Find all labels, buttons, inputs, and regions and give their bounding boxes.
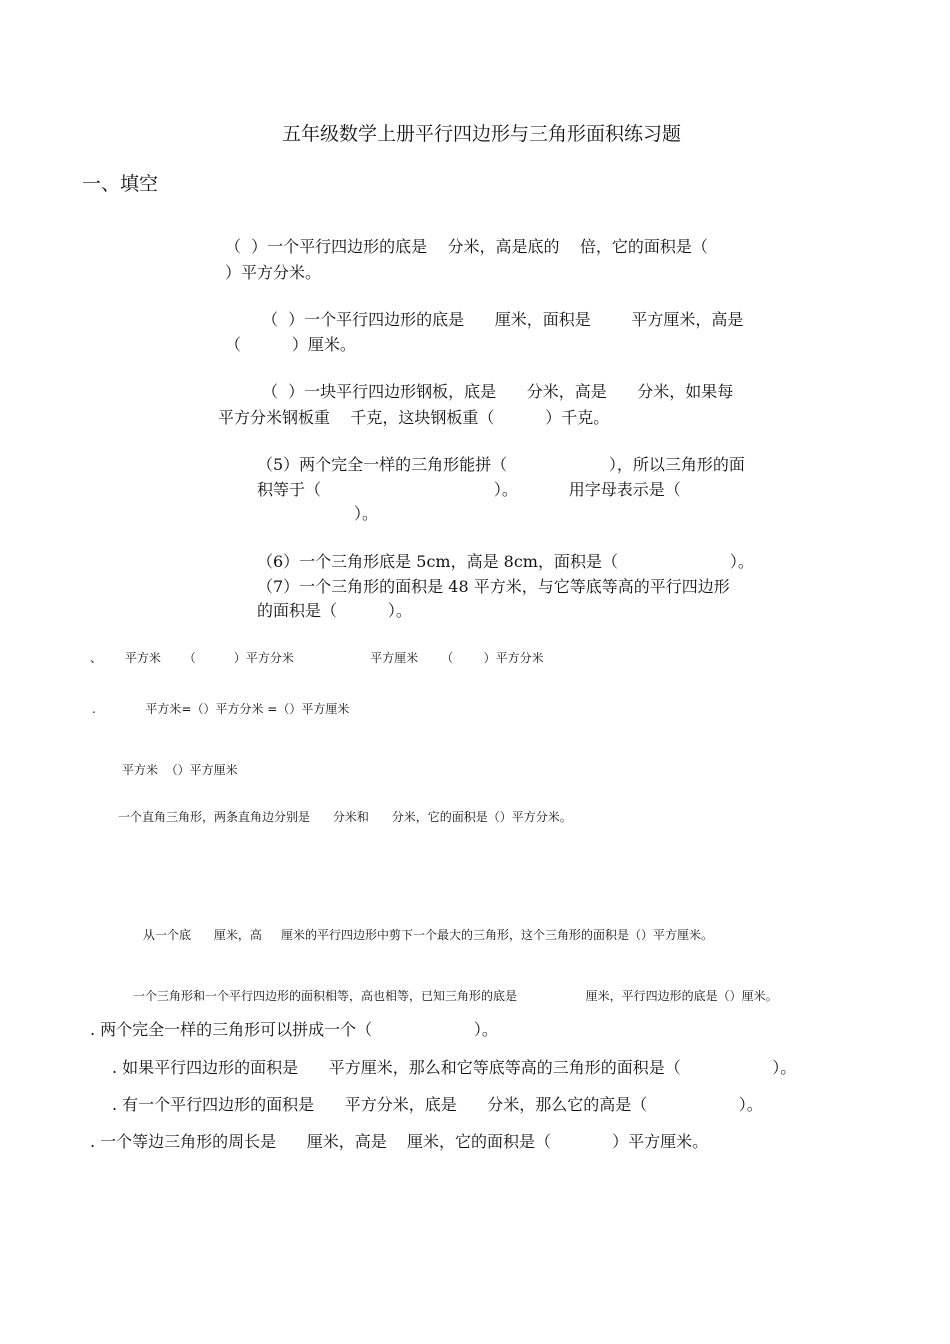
question-line: . 一个等边三角形的周长是 厘米，高是 厘米，它的面积是（ ）平方厘米。 <box>90 1132 709 1151</box>
question-line: . 有一个平行四边形的面积是 平方分米，底是 分米，那么它的高是（ ）。 <box>112 1095 763 1114</box>
question-line: ）平方分米。 <box>225 263 322 282</box>
section-heading: 一、填空 <box>82 173 159 195</box>
page-title: 五年级数学上册平行四边形与三角形面积练习题 <box>282 123 682 145</box>
question-line: （5）两个完全一样的三角形能拼（ ），所以三角形的面 <box>257 455 745 474</box>
question-line: ）。 <box>354 504 379 523</box>
question-line: 积等于（ ）。 用字母表示是（ <box>257 480 681 499</box>
question-line: 平方分米钢板重 千克，这块钢板重（ ）千克。 <box>218 408 610 427</box>
question-line: （ ）一个平行四边形的底是 厘米，面积是 平方厘米，高是 <box>262 310 744 329</box>
question-line: . 如果平行四边形的面积是 平方厘米，那么和它等底等高的三角形的面积是（ ）。 <box>112 1058 797 1077</box>
question-line: . 两个完全一样的三角形可以拼成一个（ ）。 <box>90 1020 498 1039</box>
question-line: 从一个底 厘米，高 厘米的平行四边形中剪下一个最大的三角形，这个三角形的面积是（）平方厘米。 <box>143 928 713 942</box>
question-line: （7）一个三角形的面积是 48 平方米，与它等底等高的平行四边形 <box>257 577 730 596</box>
question-line: （ ）一个平行四边形的底是 分米，高是底的 倍，它的面积是（ <box>225 237 708 256</box>
question-line: 一个直角三角形，两条直角边分别是 分米和 分米，它的面积是（）平方分米。 <box>118 810 572 824</box>
question-line: （ ）厘米。 <box>225 335 356 354</box>
question-line: 、 平方米 （ ）平方分米 平方厘米 （ ）平方分米 <box>90 651 544 665</box>
question-line: （6）一个三角形底是 5cm，高是 8cm，面积是（ ）。 <box>257 552 754 571</box>
question-line: . 平方米=（）平方分米 =（）平方厘米 <box>92 702 350 716</box>
question-line: 一个三角形和一个平行四边形的面积相等，高也相等，已知三角形的底是 厘米，平行四边形的底是（）厘米。 <box>133 989 778 1003</box>
question-line: （ ）一块平行四边形钢板，底是 分米，高是 分米，如果每 <box>262 382 734 401</box>
question-line: 的面积是（ ）。 <box>257 601 412 620</box>
question-line: 平方米 （）平方厘米 <box>122 763 238 777</box>
